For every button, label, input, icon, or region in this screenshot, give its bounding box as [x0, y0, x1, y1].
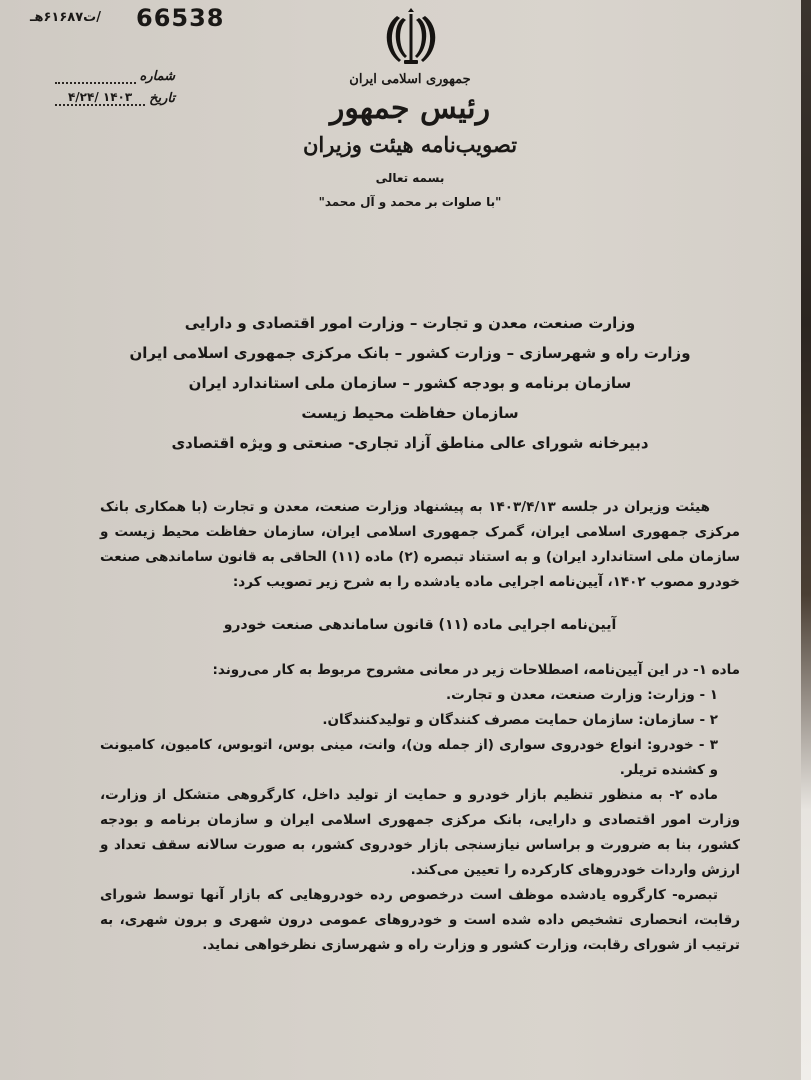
definition-item [100, 708, 740, 733]
recipient: وزارت صنعت، معدن و تجارت – وزارت امور اقتصادی و دارایی [184, 314, 636, 332]
definition-text: وزارت صنعت، معدن و تجارت. [445, 687, 648, 703]
reference-code: /ت۶۱۶۸۷هـ [30, 10, 101, 25]
number-row [55, 62, 175, 84]
cabinet-decree-title: تصویب‌نامه هیئت وزیران [302, 132, 518, 157]
letterhead [280, 72, 540, 209]
article-1: ماده ۱- در این آیین‌نامه، اصطلاحات زیر در معانی مشروح مربوط به کار می‌روند: [212, 662, 740, 678]
date-label: تاریخ [149, 91, 175, 106]
president-title: رئیس جمهور [329, 91, 491, 126]
recipient: سازمان برنامه و بودجه کشور – سازمان ملی استاندارد ایران [188, 374, 632, 392]
republic-title: جمهوری اسلامی ایران [349, 72, 471, 87]
definition-item [100, 733, 740, 783]
decree-body [100, 495, 740, 958]
reference-number: 66538 [136, 4, 225, 32]
bismillah: بسمه تعالی [375, 171, 445, 185]
recipients-list [120, 308, 700, 458]
recipient: وزارت راه و شهرسازی – وزارت کشور – بانک مرکزی جمهوری اسلامی ایران [129, 344, 691, 362]
recipient: دبیرخانه شورای عالی مناطق آزاد تجاری- صنعتی و ویژه اقتصادی [171, 434, 649, 452]
recipient: سازمان حفاظت محیط زیست [301, 404, 519, 422]
article-2-note: تبصره- کارگروه یادشده موظف است درخصوص رده خودروهایی که بازار آنها توسط شورای رقابت، انحصاری تشخیص داده شده است و خودروهای عمومی درون شهری و برون شهری، به ترتیب از شورای رقابت، وزارت کشور و وزارت راه و شهرسازی نظرخواهی نماید. [100, 887, 740, 953]
definition-text: انواع خودروی سواری (از جمله ون)، وانت، مینی بوس، اتوبوس، کامیون، کامیونت و کشنده تریلر. [100, 737, 718, 778]
date-value: ۱۴۰۳ /۴/۲۴ [55, 90, 145, 106]
desk-background [801, 0, 811, 1080]
definition-term: ۱ - وزارت: [647, 687, 718, 703]
article-2: ماده ۲- به منظور تنظیم بازار خودرو و حمایت از تولید داخل، کارگروهی متشکل از وزارت، وزارت امور اقتصادی و دارایی، بانک مرکزی جمهوری اسلامی ایران و سازمان برنامه و بودجه کشور، بنا به ضرورت و براساس نیازسنجی بازار خودروی کشور، به صورت سالانه سقف تعداد و ارزش واردات خودروهای کارکرده را تعیین می‌کند. [100, 787, 740, 878]
number-value [55, 68, 136, 84]
date-row [55, 84, 175, 106]
definition-item [100, 683, 740, 708]
definition-term: ۳ - خودرو: [647, 737, 719, 753]
definition-term: ۲ - سازمان: [638, 712, 718, 728]
definition-text: سازمان حمایت مصرف کنندگان و تولیدکنندگان. [322, 712, 639, 728]
number-label: شماره [139, 69, 175, 84]
iran-emblem-icon [385, 8, 437, 66]
document-meta [55, 62, 175, 106]
intro-paragraph: هیئت وزیران در جلسه ۱۴۰۳/۴/۱۳ به پیشنهاد وزارت صنعت، معدن و تجارت (با همکاری بانک مرکزی جمهوری اسلامی ایران، گمرک جمهوری اسلامی ایران، سازمان حفاظت محیط زیست و سازمان ملی استاندارد ایران) و به استناد تبصره (۲) ماده (۱۱) الحاقی به قانون ساماندهی صنعت خودرو مصوب ۱۴۰۲، آیین‌نامه اجرایی ماده یادشده را به شرح زیر تصویب کرد: [100, 499, 740, 590]
salawat: "با صلوات بر محمد و آل محمد" [318, 195, 502, 209]
regulation-title: آیین‌نامه اجرایی ماده (۱۱) قانون ساماندهی صنعت خودرو [223, 617, 617, 633]
